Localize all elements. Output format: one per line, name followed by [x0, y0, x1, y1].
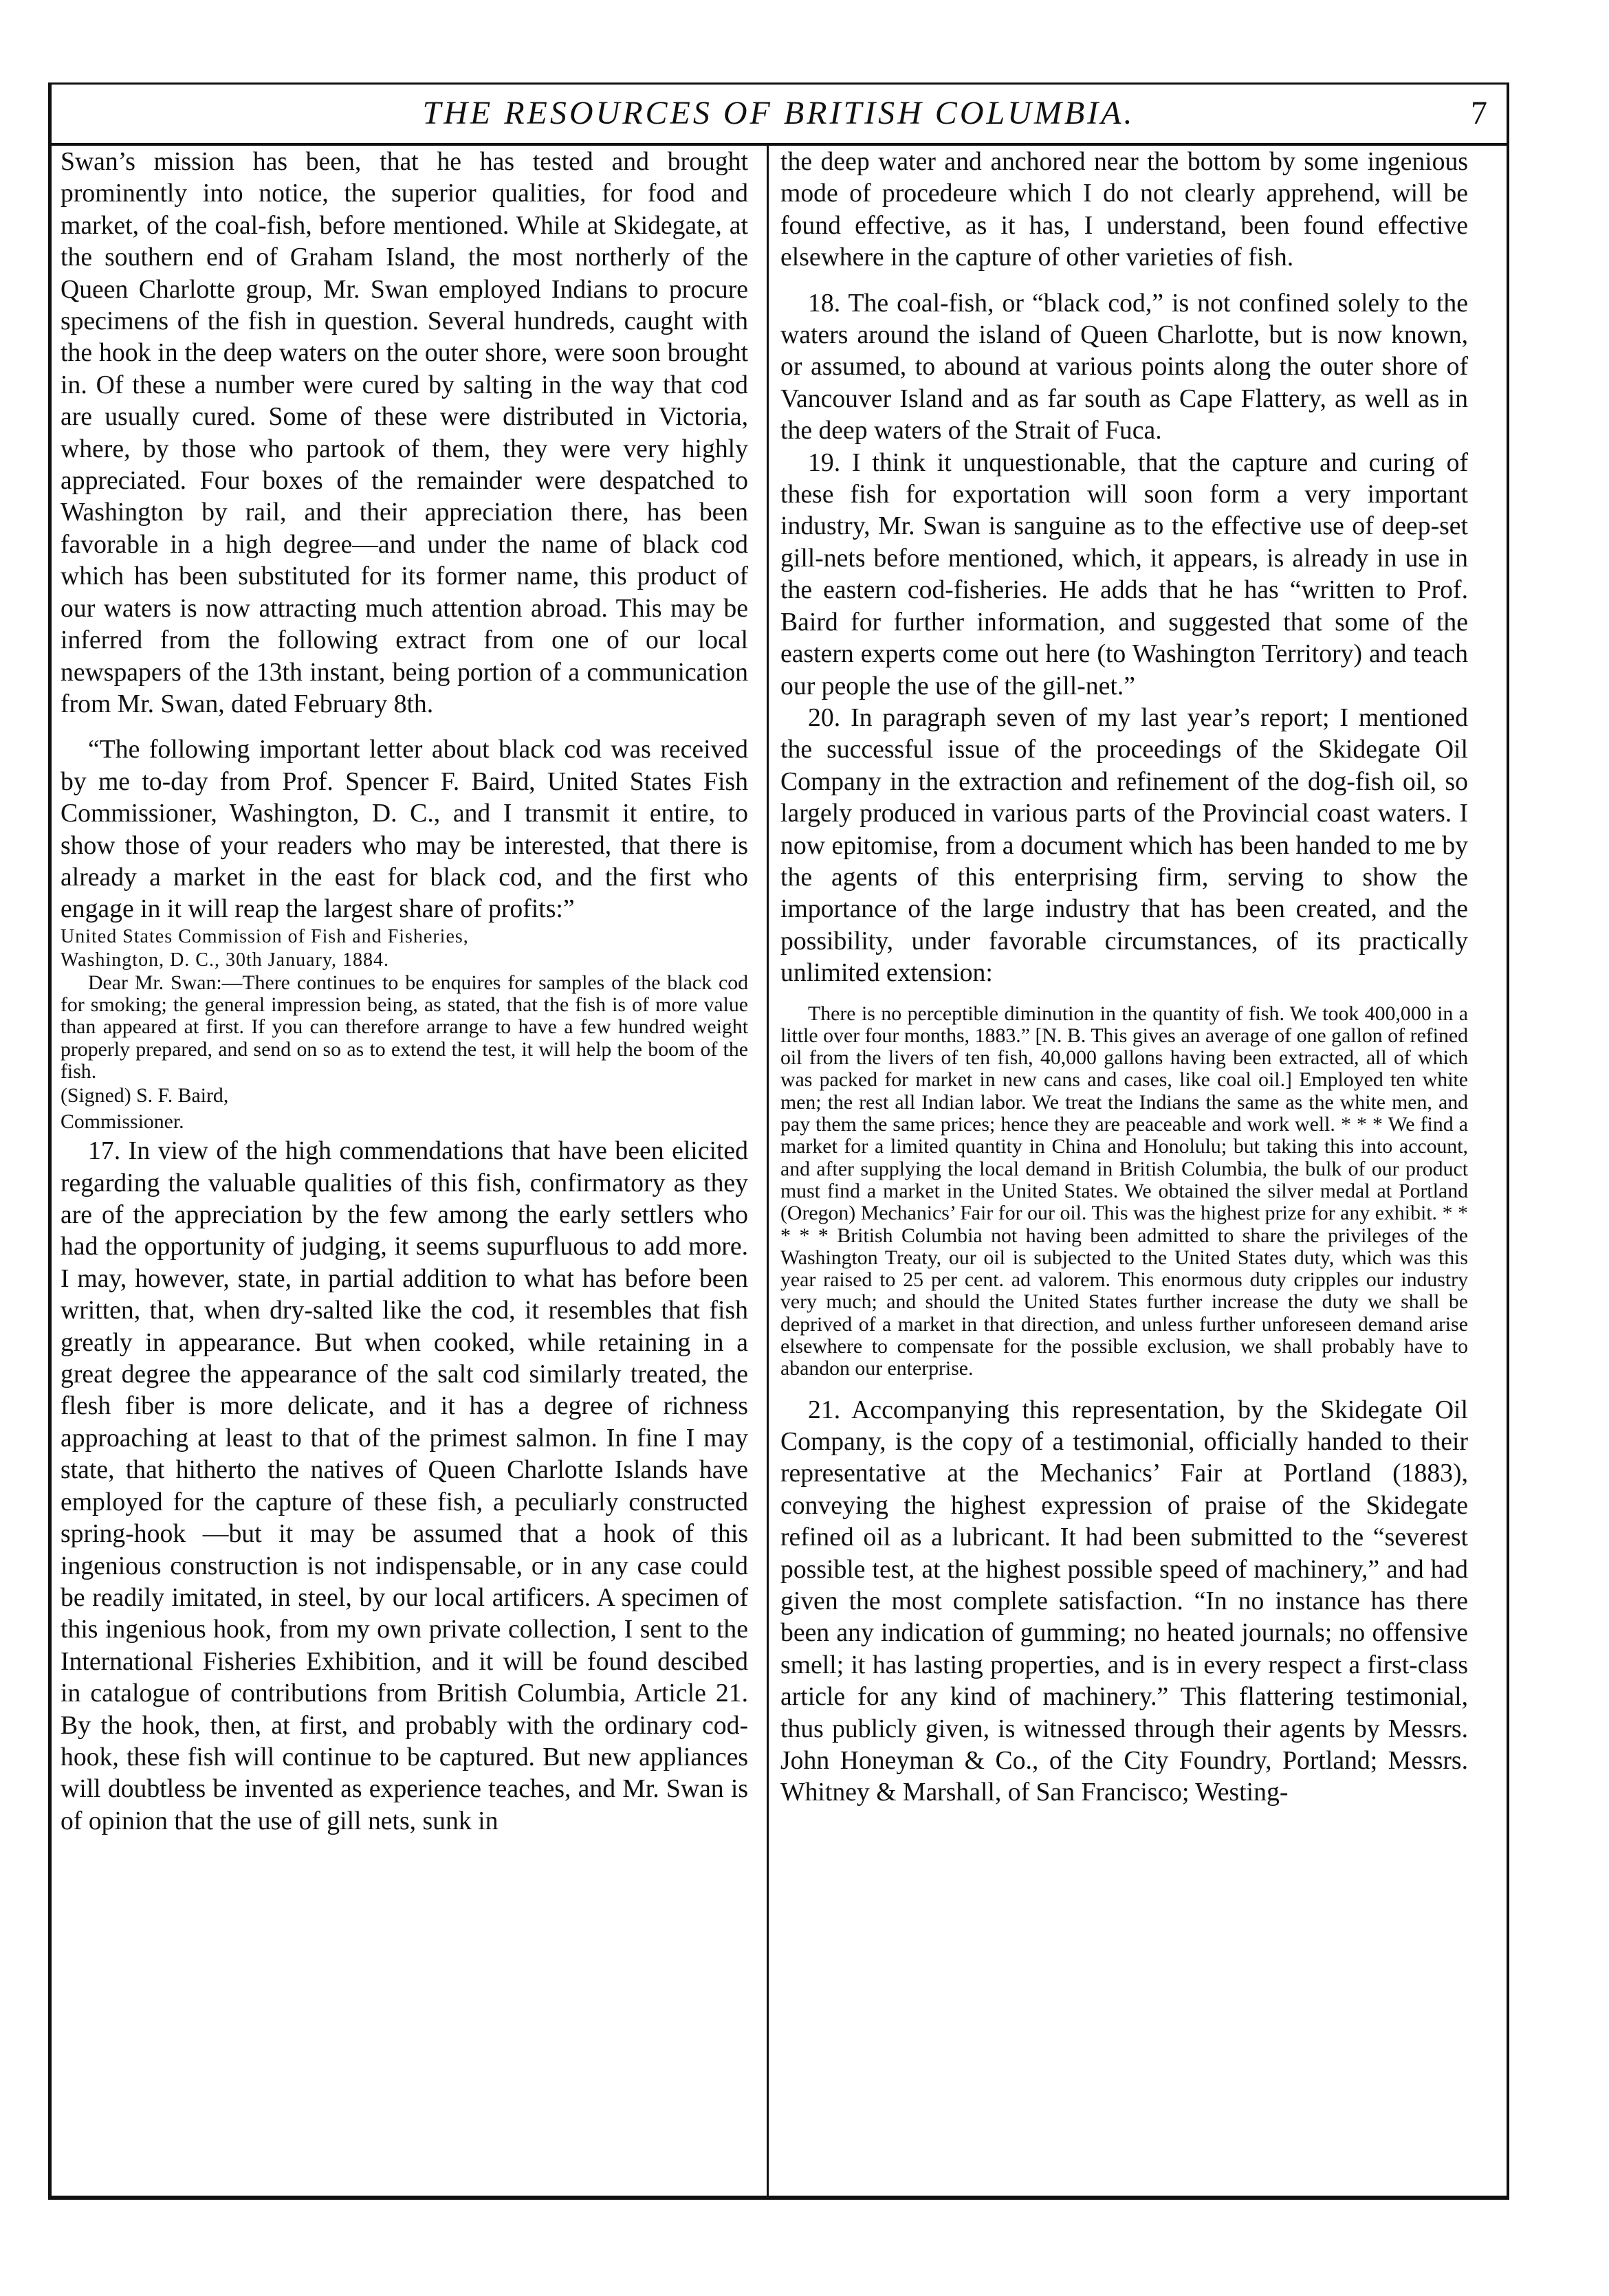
paragraph-20: 20. In paragraph seven of my last year’s report; I mentioned the successful issue of the proceedings of the Skidegate Oil Company in the extraction and refinement of the dog-fish oil, so largely produced in various parts of the Provincial coast waters. I now epitomise, from a document which has been handed to me by the agents of this enterprising firm, serving to show the importance of the large industry that has been created, and the possibility, under favorable circumstances, of its practically unlimited extension:: [780, 703, 1468, 988]
left-column: [61, 146, 748, 2191]
running-title: THE RESOURCES OF BRITISH COLUMBIA.: [422, 95, 1135, 131]
letter-signature: (Signed) S. F. Baird,: [61, 1084, 229, 1107]
letter-signoff: Commissioner.: [61, 1110, 184, 1134]
quotation-text: There is no perceptible diminution in the quantity of fish. We took 400,000 in a little over four months, 1883.” [N. B. This gives an average of one gallon of refined oil from the livers of ten fish, 40,000 gallons having been extracted, all of which was packed for market in new cans and cases, like coal oil.] Employed ten white men; the rest all Indian labor. We treat the Indians the same as the white men, and pay them the same prices; hence they are peaceable and work well. * * * We find a market for a limited quantity in China and Honolulu; but taking this into account, and after supplying the local demand in British Columbia, the bulk of our product must find a market in the United States. We obtained the silver medal at Portland (Oregon) Mechanics’ Fair for our oil. This was the highest prize for any exhibit. * * * * * British Columbia not having been admitted to share the privileges of the Washington Treaty, our oil is subjected to the United States duty, which was this year raised to 25 per cent. ad valorem. This enormous duty cripples our industry very much; and should the United States further increase the duty we shall be deprived of a market in that direction, and unless further unforeseen demand arise elsewhere to compensate for the possible exclusion, we shall probably have to abandon our enterprise.: [780, 1002, 1468, 1380]
page-number: 7: [1471, 95, 1487, 131]
page-header: [48, 82, 1509, 146]
paragraph-19: 19. I think it unquestionable, that the capture and curing of these fish for exportation will soon form a very important industry, Mr. Swan is sanguine as to the effective use of deep-set gill-nets before mentioned, which, it appears, is already in use in the eastern cod-fisheries. He adds that he has “written to Prof. Baird for further information, and suggested that some of the eastern experts come out here (to Washington Territory) and teach our people the use of the gill-net.”: [780, 448, 1468, 700]
paragraph-continued: the deep water and anchored near the bottom by some ingenious mode of procedeure which I do not clearly apprehend, will be found effective, as it has, I understand, been found effective elsewhere in the capture of other varieties of fish.: [780, 147, 1468, 272]
oil-company-quotation: [780, 1003, 1468, 1380]
right-column: [780, 146, 1468, 2191]
paragraph-21: 21. Accompanying this representation, by the Skidegate Oil Company, is the copy of a testimonial, officially handed to their representative at the Mechanics’ Fair at Portland (1883), conveying the highest expression of praise of the Skidegate refined oil as a lubricant. It had been submitted to the “severest possible test, at the highest possible speed of machinery,” and had given the most complete satisfaction. “In no instance has there been any indication of gumming; no heated journals; no offensive smell; it has lasting properties, and is in every respect a first-class article for any kind of machinery.” This flattering testimonial, thus publicly given, is witnessed through their agents by Messrs. John Honeyman & Co., of the City Foundry, Portland; Messrs. Whitney & Marshall, of San Francisco; Westing-: [780, 1395, 1468, 1807]
letter-heading-commission: United States Commission of Fish and Fisheries,: [61, 925, 469, 947]
paragraph-letter-intro: “The following important letter about black cod was received by me to-day from Prof. Spencer F. Baird, United States Fish Commissioner, Washington, D. C., and I transmit it entire, to show those of your readers who may be interested, that there is already a market in the east for black cod, and the first who engage in it will reap the largest share of profits:”: [61, 735, 748, 924]
paragraph-swan-mission: Swan’s mission has been, that he has tested and brought prominently into notice, the superior qualities, for food and market, of the coal-fish, before mentioned. While at Skidegate, at the southern end of Graham Island, the most northerly of the Queen Charlotte group, Mr. Swan employed Indians to procure specimens of the fish in question. Several hundreds, caught with the hook in the deep waters on the outer shore, were soon brought in. Of these a number were cured by salting in the way that cod are usually cured. Some of these were distributed in Victoria, where, by those who partook of them, they were very highly appreciated. Four boxes of the remainder were despatched to Washington by rail, and their appreciation there, has been favorable in a high degree—and under the name of black cod which has been substituted for its former name, this product of our waters is now attracting much attention abroad. This may be inferred from the following extract from one of our local newspapers of the 13th instant, being portion of a communication from Mr. Swan, dated February 8th.: [61, 147, 748, 718]
paragraph-17: 17. In view of the high commendations that have been elicited regarding the valuable qualities of this fish, confirmatory as they are of the appreciation by the few among the early settlers who had the opportunity of judging, it seems supurfluous to add more. I may, however, state, in partial addition to what has before been written, that, when dry-salted like the cod, it resembles that fish greatly in appearance. But when cooked, while retaining in a great degree the appearance of the salt cod similarly treated, the flesh fiber is more delicate, and it has a degree of richness approaching at least to that of the primest salmon. In fine I may state, that hitherto the natives of Queen Charlotte Islands have employed for the capture of these fish, a peculiarly constructed spring-hook —but it may be assumed that a hook of this ingenious construction is not indispensable, or in any case could be readily imitated, in steel, by our local artificers. A specimen of this ingenious hook, from my own private collection, I sent to the International Fisheries Exhibition, and it will be found descibed in catalogue of contributions from British Columbia, Article 21. By the hook, then, at first, and probably with the ordinary cod-hook, these fish will continue to be captured. But new appliances will doubtless be invented as experience teaches, and Mr. Swan is of opinion that the use of gill nets, sunk in: [61, 1136, 748, 1835]
column-divider: [767, 146, 769, 2200]
paragraph-18: 18. The coal-fish, or “black cod,” is not confined solely to the waters around the island of Queen Charlotte, but is now known, or assumed, to abound at various points along the outer shore of Vancouver Island and as far south as Cape Flattery, as well as in the deep waters of the Strait of Fuca.: [780, 288, 1468, 445]
letter-heading-date: Washington, D. C., 30th January, 1884.: [61, 949, 390, 971]
letter-body: Dear Mr. Swan:—There continues to be enquires for samples of the black cod for smoking; the general impression being, as stated, that the fish is of more value than appeared at first. If you can therefore arrange to have a few hundred weight properly prepared, and send on so as to extend the test, it will help the boom of the fish.: [61, 971, 748, 1083]
